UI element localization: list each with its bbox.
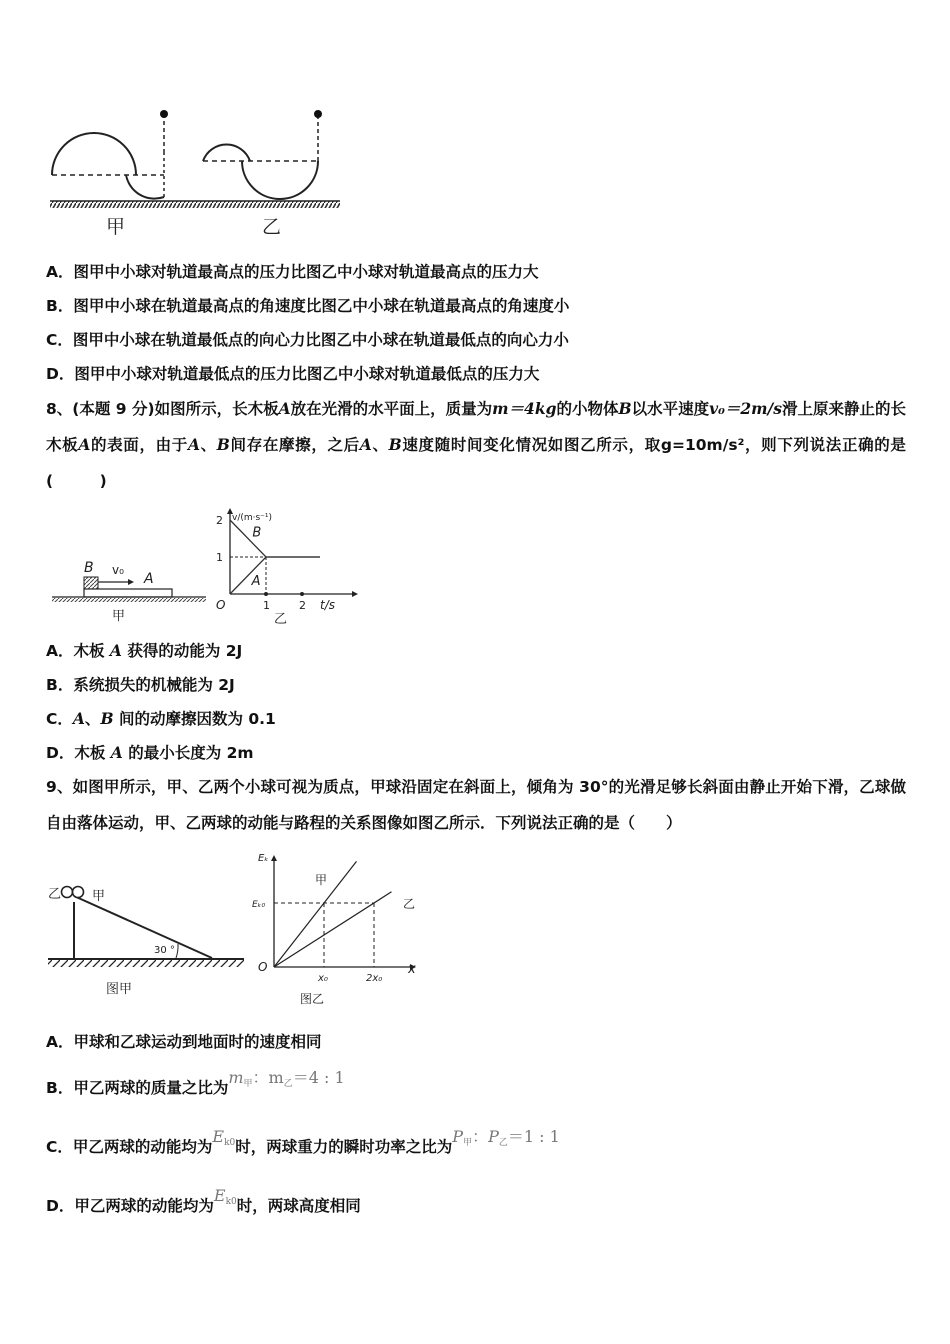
q7-option-a: A．图甲中小球对轨道最高点的压力比图乙中小球对轨道最高点的压力大: [46, 263, 539, 281]
q9-option-b: B．甲乙两球的质量之比为$m_甲$：$m_乙=4$ : 1: [46, 1068, 345, 1097]
chart-caption: 乙: [274, 612, 288, 627]
series-B: [230, 520, 320, 557]
q8-option-b: B．系统损失的机械能为 2J: [46, 676, 235, 694]
y-ref-label: Eₖ₀: [252, 900, 266, 910]
x-axis-arrow: [352, 591, 358, 597]
svg-text:v₀: v₀: [112, 563, 124, 577]
q8-stem: 8、(本题 9 分)如图所示，长木板A放在光滑的水平面上，质量为m＝4kg的小物体B以水平速度v₀＝2m/s滑上原来静止的长木板A的表面，由于A、B间存在摩擦，之后A、B速度随时间变化情况如图乙所示，取g=10m/s²，则下列说法正确的是( ): [46, 399, 906, 490]
q7-option-d: D．图甲中小球对轨道最低点的压力比图乙中小球对轨道最低点的压力大: [46, 365, 540, 383]
origin-label: O: [258, 960, 268, 974]
series-A: [230, 557, 320, 594]
q9-figure-jia: [44, 880, 249, 1000]
q9-stem: 9、如图甲所示，甲、乙两个小球可视为质点，甲球沿固定在斜面上，倾角为 30°的光滑足够长斜面由静止开始下滑，乙球做自由落体运动，甲、乙两球的动能与路程的关系图像如图乙所示．下列说法正确的是（ ）: [46, 778, 906, 832]
x-ref-label: 2x₀: [366, 973, 383, 984]
q9-ek-x-chart: [250, 845, 425, 1007]
label-jia: 甲: [106, 216, 126, 238]
q7-option-c: C．图甲中小球在轨道最低点的向心力比图乙中小球在轨道最低点的向心力小: [46, 331, 569, 349]
x-axis-label: t/s: [320, 598, 335, 612]
x-tick-label: 2: [299, 599, 306, 612]
q9-option-c: C．甲乙两球的动能均为$E_{k0}$时，两球重力的瞬时功率之比为$P_甲$：$P_乙=1$ : 1: [46, 1127, 560, 1156]
board-a: [84, 589, 172, 597]
ball-jia: [160, 110, 168, 118]
svg-text:图甲: 图甲: [106, 982, 133, 997]
block-b: [84, 577, 98, 589]
q7-track-figure: [40, 105, 350, 245]
origin-label: O: [216, 598, 226, 612]
y-tick-label: 2: [216, 514, 223, 527]
svg-text:A: A: [144, 571, 154, 587]
label-yi: 乙: [262, 216, 282, 238]
svg-text:乙: 乙: [48, 887, 62, 902]
q8-option-c: C．A、B 间的动摩擦因数为 0.1: [46, 709, 276, 728]
y-axis-arrow: [271, 855, 277, 861]
y-axis-label: Eₖ: [258, 853, 269, 864]
series-label-a: A: [251, 573, 261, 589]
svg-text:甲: 甲: [92, 889, 106, 904]
q8-figure-jia: [50, 555, 210, 625]
q8-option-d: D．木板 A 的最小长度为 2m: [46, 743, 254, 762]
q9-option-d: D．甲乙两球的动能均为$E_{k0}$时，两球高度相同: [46, 1186, 361, 1215]
x-tick: [300, 592, 304, 596]
q9-option-a: A．甲球和乙球运动到地面时的速度相同: [46, 1033, 322, 1051]
series-label-b: B: [252, 525, 262, 541]
series-label-jia: 甲: [315, 872, 328, 887]
svg-text:甲: 甲: [112, 609, 126, 624]
x-ref-label: x₀: [318, 973, 328, 984]
q8-option-a: A．木板 A 获得的动能为 2J: [46, 641, 243, 660]
y-axis-label: v/(m·s⁻¹): [232, 513, 273, 523]
q7-option-b: B．图甲中小球在轨道最高点的角速度比图乙中小球在轨道最高点的角速度小: [46, 297, 570, 315]
series-label-yi: 乙: [403, 897, 416, 912]
svg-text:B: B: [84, 560, 94, 576]
chart-caption: 图乙: [300, 992, 325, 1006]
ball-yi: [314, 110, 322, 118]
q8-vt-chart: [212, 500, 362, 630]
y-tick-label: 1: [216, 551, 223, 564]
svg-text:30 °: 30 °: [154, 945, 175, 956]
x-tick-label: 1: [263, 599, 270, 612]
x-axis-label: x: [408, 962, 416, 977]
